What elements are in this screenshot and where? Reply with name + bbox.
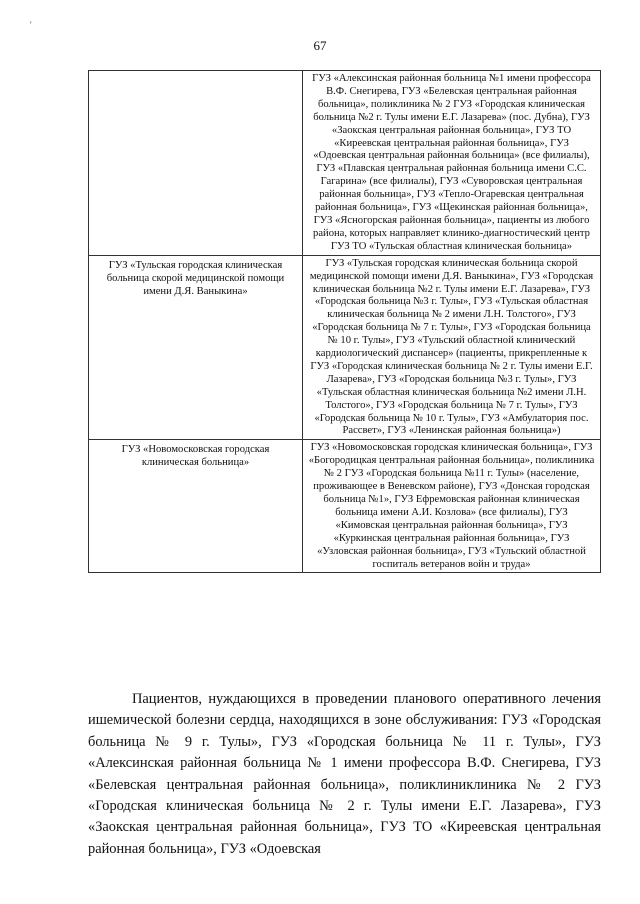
hospital-cell: ГУЗ «Тульская городская клиническая больница скорой медицинской помощи имени Д.Я. Ваныкина» bbox=[89, 255, 303, 440]
served-institutions-cell: ГУЗ «Тульская городская клиническая больница скорой медицинской помощи имени Д.Я. Ваныкина», ГУЗ «Городская клиническая больница №2 г. Тулы имени Е.Г. Лазарева», ГУЗ «Городская больница №3 г. Тулы», ГУЗ «Тульская областная клиническая больница № 2 имени Л.Н. Толстого», ГУЗ «Городская больница № 7 г. Тулы», ГУЗ «Городская больница № 10 г. Тулы», ГУЗ «Тульский областной клинический кардиологический диспансер» (пациенты, прикрепленные к ГУЗ «Городская клиническая больница № 2 г. Тулы имени Е.Г. Лазарева», ГУЗ «Городская больница №3 г. Тулы», ГУЗ «Тульская областная клиническая больница №2 имени Л.Н. Толстого», ГУЗ «Городская больница № 7 г. Тулы», ГУЗ «Городская больница № 10 г. Тулы», ГУЗ «Амбулатория пос. Рассвет», ГУЗ «Ленинская районная больница») bbox=[303, 255, 601, 440]
body-paragraph: Пациентов, нуждающихся в проведении планового оперативного лечения ишемической болезни сердца, находящихся в зоне обслуживания: ГУЗ «Городская больница № 9 г. Тулы», ГУЗ «Городская больница № 11 г. Тулы», ГУЗ «Алексинская районная больница № 1 имени профессора В.Ф. Снегирева, ГУЗ «Белевская центральная районная больница», поликлиниклиника № 2 ГУЗ «Городская клиническая больница № 2 г. Тулы имени Е.Г. Лазарева», ГУЗ «Заокская центральная районная больница», ГУЗ ТО «Киреевская центральная районная больница», ГУЗ «Одоевская bbox=[88, 691, 601, 857]
table-row bbox=[89, 440, 601, 573]
table-row bbox=[89, 71, 601, 256]
hospital-cell bbox=[89, 71, 303, 256]
served-institutions-cell: ГУЗ «Новомосковская городская клиническая больница», ГУЗ «Богородицкая центральная районная больница», поликлиника № 2 ГУЗ «Городская больница №11 г. Тулы» (население, проживающее в Веневском районе), ГУЗ «Донская городская больница №1», ГУЗ Ефремовская районная клиническая больница имени А.И. Козлова» (все филиалы), ГУЗ «Кимовская центральная районная больница», ГУЗ «Куркинская центральная районная больница», ГУЗ «Узловская районная больница», ГУЗ «Тульский областной госпиталь ветеранов войн и труда» bbox=[303, 440, 601, 573]
table-row bbox=[89, 255, 601, 440]
page-number: 67 bbox=[313, 38, 327, 53]
served-institutions-cell: ГУЗ «Алексинская районная больница №1 имени профессора В.Ф. Снегирева, ГУЗ «Белевская центральная районная больница», поликлиника № 2 ГУЗ «Городская клиническая больница №2 г. Тулы имени Е.Г. Лазарева» (пос. Дубна), ГУЗ «Заокская центральная районная больница», ГУЗ ТО «Киреевская центральная районная больница», ГУЗ «Одоевская центральная районная больница» (все филиалы), ГУЗ «Плавская центральная районная больница имени С.С. Гагарина» (все филиалы), ГУЗ «Суворовская центральная районная больница», ГУЗ «Тепло-Огаревская центральная районная больница», ГУЗ «Щекинская районная больница», ГУЗ «Ясногорская районная больница», пациенты из любого района, которых направляет клинико-диагностический центр ГУЗ ТО «Тульская областная клиническая больница» bbox=[303, 71, 601, 256]
hospital-cell: ГУЗ «Новомосковская городская клиническая больница» bbox=[89, 440, 303, 573]
hospital-routing-table bbox=[88, 70, 601, 573]
scan-mark: ' bbox=[30, 20, 32, 30]
